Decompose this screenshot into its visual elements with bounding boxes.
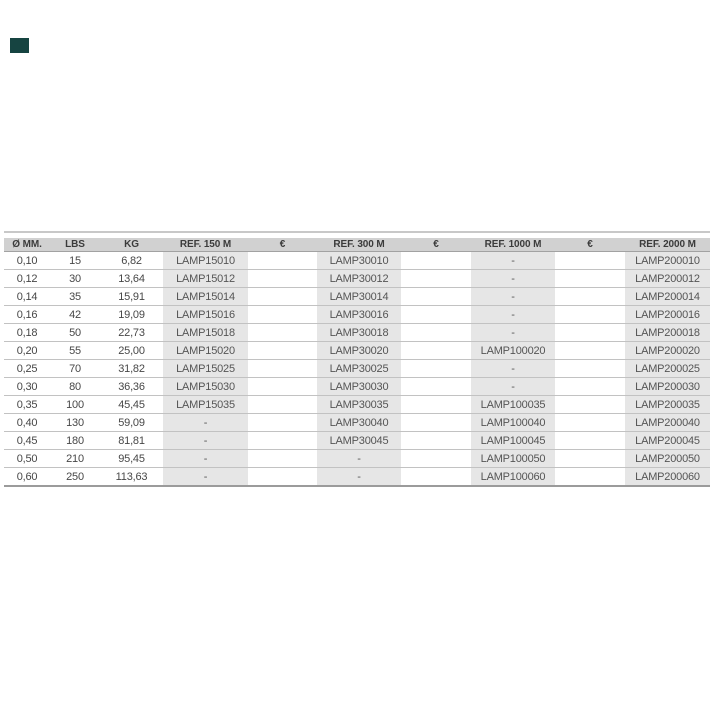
price-cell bbox=[401, 324, 471, 341]
table-row bbox=[4, 396, 710, 414]
ref-cell: LAMP15035 bbox=[163, 396, 248, 413]
table-row bbox=[4, 288, 710, 306]
ref-cell: LAMP30018 bbox=[317, 324, 401, 341]
table-row bbox=[4, 414, 710, 432]
value-cell: 0,18 bbox=[16, 326, 38, 339]
value-cell: 19,09 bbox=[118, 308, 145, 321]
value-cell: 81,81 bbox=[118, 434, 145, 447]
ref-cell: - bbox=[471, 288, 555, 305]
table-body bbox=[4, 252, 710, 486]
table-row bbox=[4, 342, 710, 360]
price-cell bbox=[248, 270, 317, 287]
price-cell bbox=[248, 414, 317, 431]
ref-cell: LAMP30010 bbox=[317, 252, 401, 269]
value-cell: 13,64 bbox=[118, 272, 145, 285]
price-cell bbox=[248, 378, 317, 395]
ref-cell: LAMP100035 bbox=[471, 396, 555, 413]
price-cell bbox=[555, 468, 625, 485]
ref-cell: LAMP15020 bbox=[163, 342, 248, 359]
ref-cell: LAMP200050 bbox=[625, 450, 710, 467]
price-cell bbox=[555, 450, 625, 467]
value-cell: 0,20 bbox=[16, 344, 38, 357]
price-cell bbox=[248, 252, 317, 269]
price-cell bbox=[248, 324, 317, 341]
value-cell: 0,40 bbox=[16, 416, 38, 429]
value-cell: 80 bbox=[69, 380, 81, 393]
column-header-mm: Ø MM. bbox=[12, 239, 42, 250]
value-cell: 0,35 bbox=[16, 398, 38, 411]
table-row bbox=[4, 270, 710, 288]
value-cell: 0,30 bbox=[16, 380, 38, 393]
ref-cell: LAMP100060 bbox=[471, 468, 555, 485]
price-cell bbox=[248, 306, 317, 323]
ref-cell: LAMP200025 bbox=[625, 360, 710, 377]
value-cell: 100 bbox=[66, 398, 84, 411]
ref-cell: LAMP200018 bbox=[625, 324, 710, 341]
ref-cell: LAMP30025 bbox=[317, 360, 401, 377]
product-reference-table bbox=[4, 231, 710, 487]
table-row bbox=[4, 468, 710, 486]
column-header-kg: KG bbox=[124, 239, 139, 250]
ref-cell: LAMP15010 bbox=[163, 252, 248, 269]
ref-cell: LAMP30030 bbox=[317, 378, 401, 395]
value-cell: 31,82 bbox=[118, 362, 145, 375]
value-cell: 55 bbox=[69, 344, 81, 357]
value-cell: 42 bbox=[69, 308, 81, 321]
price-cell bbox=[555, 342, 625, 359]
price-cell bbox=[555, 306, 625, 323]
value-cell: 0,45 bbox=[16, 434, 38, 447]
table-bottom-border bbox=[4, 485, 710, 487]
value-cell: 95,45 bbox=[118, 452, 145, 465]
ref-cell: - bbox=[163, 414, 248, 431]
value-cell: 130 bbox=[66, 416, 84, 429]
price-cell bbox=[401, 306, 471, 323]
column-header-ref300: REF. 300 M bbox=[333, 239, 385, 250]
ref-cell: - bbox=[471, 270, 555, 287]
value-cell: 0,12 bbox=[16, 272, 38, 285]
price-cell bbox=[555, 414, 625, 431]
ref-cell: LAMP100020 bbox=[471, 342, 555, 359]
price-cell bbox=[248, 360, 317, 377]
ref-cell: LAMP30020 bbox=[317, 342, 401, 359]
ref-cell: LAMP200060 bbox=[625, 468, 710, 485]
price-cell bbox=[401, 270, 471, 287]
ref-cell: LAMP15016 bbox=[163, 306, 248, 323]
ref-cell: LAMP200035 bbox=[625, 396, 710, 413]
ref-cell: LAMP100050 bbox=[471, 450, 555, 467]
price-cell bbox=[401, 342, 471, 359]
value-cell: 210 bbox=[66, 452, 84, 465]
column-header-eur150: € bbox=[279, 239, 286, 250]
ref-cell: LAMP15012 bbox=[163, 270, 248, 287]
ref-cell: LAMP200012 bbox=[625, 270, 710, 287]
value-cell: 70 bbox=[69, 362, 81, 375]
ref-cell: - bbox=[163, 450, 248, 467]
value-cell: 45,45 bbox=[118, 398, 145, 411]
value-cell: 30 bbox=[69, 272, 81, 285]
column-header-ref150: REF. 150 M bbox=[179, 239, 232, 250]
price-cell bbox=[401, 450, 471, 467]
ref-cell: - bbox=[471, 306, 555, 323]
value-cell: 15 bbox=[69, 254, 81, 267]
column-header-eur300: € bbox=[433, 239, 439, 250]
value-cell: 36,36 bbox=[118, 380, 145, 393]
column-header-eur1000: € bbox=[587, 239, 593, 250]
value-cell: 50 bbox=[69, 326, 81, 339]
table-top-border bbox=[4, 231, 710, 233]
table-row bbox=[4, 432, 710, 450]
ref-cell: LAMP15025 bbox=[163, 360, 248, 377]
ref-cell: LAMP30045 bbox=[317, 432, 401, 449]
price-cell bbox=[401, 360, 471, 377]
price-cell bbox=[401, 432, 471, 449]
price-cell bbox=[401, 414, 471, 431]
price-cell bbox=[248, 288, 317, 305]
value-cell: 180 bbox=[66, 434, 84, 447]
price-cell bbox=[401, 468, 471, 485]
ref-cell: - bbox=[317, 450, 401, 467]
ref-cell: LAMP15030 bbox=[163, 378, 248, 395]
table-row bbox=[4, 378, 710, 396]
table-row bbox=[4, 450, 710, 468]
ref-cell: - bbox=[471, 252, 555, 269]
value-cell: 0,16 bbox=[16, 308, 38, 321]
table-row bbox=[4, 360, 710, 378]
ref-cell: LAMP100045 bbox=[471, 432, 555, 449]
ref-cell: - bbox=[471, 378, 555, 395]
ref-cell: LAMP200010 bbox=[625, 252, 710, 269]
ref-cell: LAMP30014 bbox=[317, 288, 401, 305]
value-cell: 0,25 bbox=[16, 362, 38, 375]
column-header-lbs: LBS bbox=[65, 239, 85, 250]
table-header-row bbox=[4, 238, 710, 252]
ref-cell: LAMP200020 bbox=[625, 342, 710, 359]
table-row bbox=[4, 252, 710, 270]
ref-cell: LAMP30035 bbox=[317, 396, 401, 413]
ref-cell: LAMP200045 bbox=[625, 432, 710, 449]
price-cell bbox=[401, 378, 471, 395]
value-cell: 113,63 bbox=[115, 470, 148, 483]
price-cell bbox=[248, 342, 317, 359]
value-cell: 0,10 bbox=[16, 254, 38, 267]
ref-cell: LAMP200014 bbox=[625, 288, 710, 305]
ref-cell: LAMP30016 bbox=[317, 306, 401, 323]
value-cell: 35 bbox=[69, 290, 81, 303]
value-cell: 15,91 bbox=[118, 290, 145, 303]
value-cell: 0,60 bbox=[16, 470, 38, 483]
ref-cell: - bbox=[317, 468, 401, 485]
price-cell bbox=[555, 360, 625, 377]
price-cell bbox=[555, 270, 625, 287]
price-cell bbox=[555, 324, 625, 341]
value-cell: 250 bbox=[66, 470, 84, 483]
column-header-ref1000: REF. 1000 M bbox=[484, 239, 542, 250]
ref-cell: - bbox=[163, 468, 248, 485]
value-cell: 0,50 bbox=[16, 452, 38, 465]
price-cell bbox=[555, 288, 625, 305]
value-cell: 22,73 bbox=[118, 326, 145, 339]
price-cell bbox=[401, 396, 471, 413]
ref-cell: LAMP200040 bbox=[625, 414, 710, 431]
price-cell bbox=[555, 396, 625, 413]
value-cell: 6,82 bbox=[121, 254, 142, 267]
value-cell: 25,00 bbox=[118, 344, 145, 357]
ref-cell: - bbox=[163, 432, 248, 449]
price-cell bbox=[555, 378, 625, 395]
price-cell bbox=[248, 450, 317, 467]
ref-cell: LAMP15018 bbox=[163, 324, 248, 341]
corner-accent-mark bbox=[10, 38, 29, 53]
column-header-ref2000: REF. 2000 M bbox=[639, 239, 696, 250]
value-cell: 59,09 bbox=[118, 416, 145, 429]
ref-cell: LAMP200030 bbox=[625, 378, 710, 395]
table-row bbox=[4, 324, 710, 342]
ref-cell: LAMP15014 bbox=[163, 288, 248, 305]
ref-cell: - bbox=[471, 360, 555, 377]
price-cell bbox=[401, 288, 471, 305]
price-cell bbox=[248, 432, 317, 449]
ref-cell: LAMP200016 bbox=[625, 306, 710, 323]
ref-cell: LAMP30012 bbox=[317, 270, 401, 287]
price-cell bbox=[555, 432, 625, 449]
price-cell bbox=[401, 252, 471, 269]
table-row bbox=[4, 306, 710, 324]
price-cell bbox=[555, 252, 625, 269]
value-cell: 0,14 bbox=[16, 290, 38, 303]
price-cell bbox=[248, 396, 317, 413]
price-cell bbox=[248, 468, 317, 485]
ref-cell: LAMP100040 bbox=[471, 414, 555, 431]
ref-cell: - bbox=[471, 324, 555, 341]
ref-cell: LAMP30040 bbox=[317, 414, 401, 431]
